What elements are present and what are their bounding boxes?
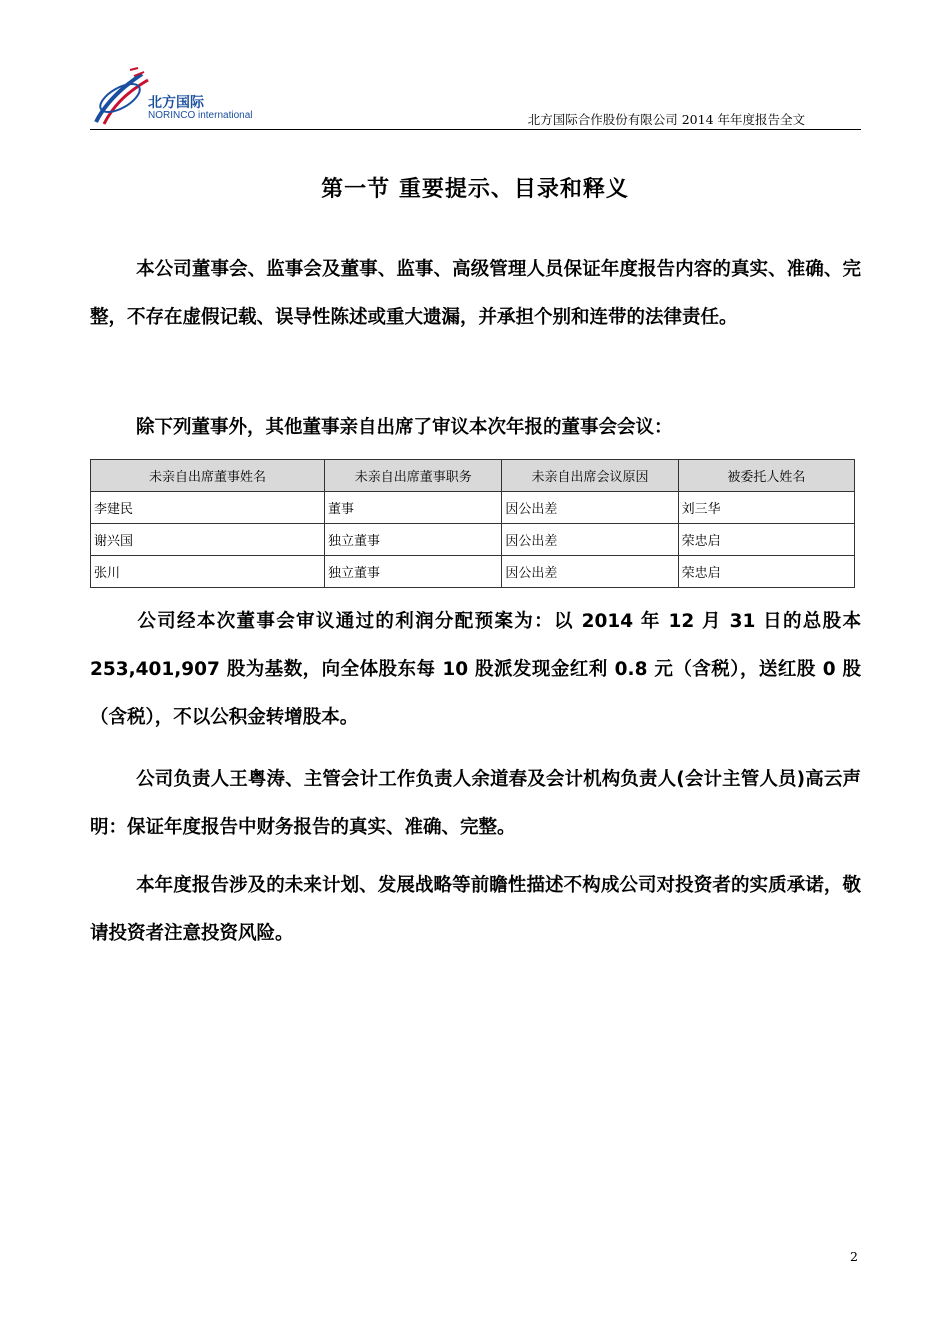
table-header-cell: 未亲自出席会议原因: [502, 460, 678, 492]
table-header-cell: 未亲自出席董事姓名: [91, 460, 325, 492]
paragraph-forward-looking: [90, 862, 861, 958]
table-header-row: [91, 460, 855, 492]
table-cell: 因公出差: [502, 556, 678, 588]
table-cell: 独立董事: [325, 556, 502, 588]
paragraph-forward-looking-text: 本年度报告涉及的未来计划、发展战略等前瞻性描述不构成公司对投资者的实质承诺，敬请投资者注意投资风险。: [90, 875, 861, 944]
table-cell: 张川: [91, 556, 325, 588]
table-cell: 因公出差: [502, 492, 678, 524]
table-row: [91, 524, 855, 556]
logo-chinese-name: 北方国际: [148, 95, 204, 111]
table-header-cell: 未亲自出席董事职务: [325, 460, 502, 492]
report-header-title: 北方国际合作股份有限公司 2014 年年度报告全文: [527, 112, 805, 127]
table-cell: 荣忠启: [678, 556, 854, 588]
paragraph-profit-distribution: [90, 598, 861, 742]
table-cell: 荣忠启: [678, 524, 854, 556]
absent-directors-table: [90, 459, 855, 588]
paragraph-officer-statement: [90, 756, 861, 852]
header-divider: [90, 129, 861, 130]
table-cell: 因公出差: [502, 524, 678, 556]
paragraph-profit-distribution-text: 公司经本次董事会审议通过的利润分配预案为：以 2014 年 12 月 31 日的总股本 253,401,907 股为基数，向全体股东每 10 股派发现金红利 0.8 元（含税），送红股 0 股（含税），不以公积金转增股本。: [90, 611, 861, 728]
table-cell: 李建民: [91, 492, 325, 524]
logo-emblem-icon: [90, 66, 150, 128]
company-logo: [90, 66, 260, 128]
section-title: 第一节 重要提示、目录和释义: [321, 177, 629, 202]
paragraph-absent-intro-text: 除下列董事外，其他董事亲自出席了审议本次年报的董事会会议：: [136, 417, 673, 438]
table-row: [91, 492, 855, 524]
paragraph-responsibility: [90, 246, 861, 342]
table-row: [91, 556, 855, 588]
table-header-cell: 被委托人姓名: [678, 460, 854, 492]
table-cell: 董事: [325, 492, 502, 524]
table-cell: 独立董事: [325, 524, 502, 556]
paragraph-officer-statement-text: 公司负责人王粤涛、主管会计工作负责人余道春及会计机构负责人(会计主管人员)高云声明：保证年度报告中财务报告的真实、准确、完整。: [90, 769, 861, 838]
page-number: 2: [850, 1249, 858, 1264]
table-cell: 刘三华: [678, 492, 854, 524]
logo-english-name: NORINCO international: [148, 110, 253, 121]
paragraph-responsibility-text: 本公司董事会、监事会及董事、监事、高级管理人员保证年度报告内容的真实、准确、完整，不存在虚假记载、误导性陈述或重大遗漏，并承担个别和连带的法律责任。: [90, 259, 861, 328]
table-cell: 谢兴国: [91, 524, 325, 556]
paragraph-absent-intro: [90, 404, 861, 452]
